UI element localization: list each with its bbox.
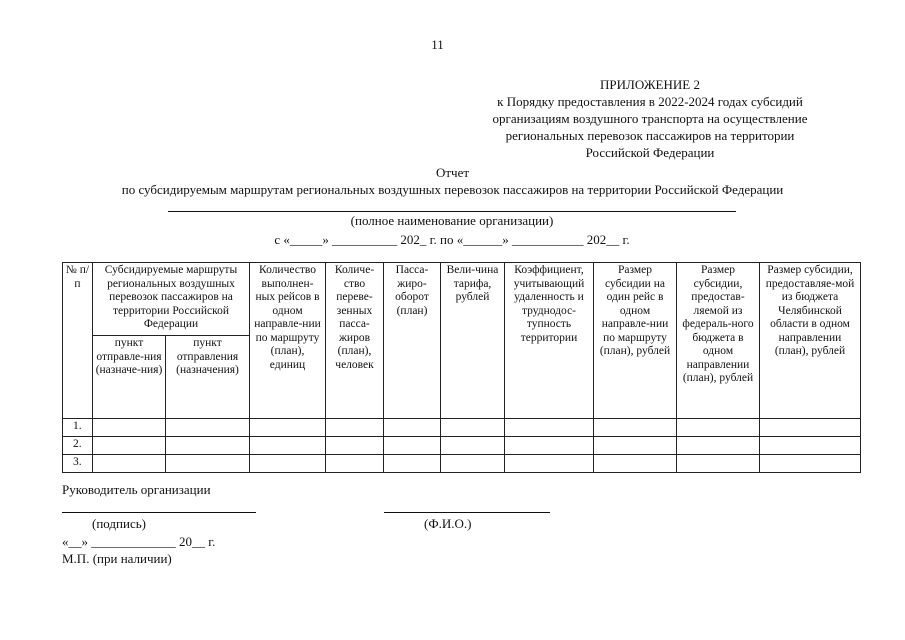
row-number: 1. xyxy=(63,419,93,437)
report-title-block xyxy=(0,164,905,198)
report-period: с «_____» __________ 202_ г. по «______» ___________ 202__ г. xyxy=(274,232,630,247)
signature-label: Руководитель организации xyxy=(62,482,211,497)
page-number: 11 xyxy=(431,37,444,52)
header-passengers: Количе-ство переве-зенных пасса-жиров (план), человек xyxy=(326,263,384,419)
signature-date: «__» _____________ 20__ г. xyxy=(62,534,216,549)
table-row xyxy=(63,455,861,473)
table-cell xyxy=(505,419,594,437)
table-cell xyxy=(384,437,441,455)
table-cell xyxy=(93,455,166,473)
row-number: 2. xyxy=(63,437,93,455)
table-row xyxy=(63,419,861,437)
table-cell xyxy=(250,455,326,473)
table-cell xyxy=(166,437,250,455)
appendix-heading: ПРИЛОЖЕНИЕ 2 xyxy=(600,77,700,92)
table-cell xyxy=(441,455,505,473)
table-cell xyxy=(594,419,677,437)
table-cell xyxy=(441,419,505,437)
table-header-row xyxy=(63,263,861,336)
table-cell xyxy=(250,419,326,437)
table-cell xyxy=(166,455,250,473)
table-cell xyxy=(505,455,594,473)
table-cell xyxy=(677,455,760,473)
appendix-line: организациям воздушного транспорта на осуществление xyxy=(492,111,808,126)
table-cell xyxy=(505,437,594,455)
appendix-block xyxy=(430,76,870,161)
table-cell xyxy=(594,437,677,455)
header-subsidy-regional: Размер субсидии, предоставляе-мой из бюджета Челябинской области в одном направлении (план), рублей xyxy=(760,263,861,419)
report-table xyxy=(62,262,861,473)
header-subsidy-federal: Размер субсидии, предостав-ляемой из федераль-ного бюджета в одном направлении (план), рублей xyxy=(677,263,760,419)
header-coefficient: Коэффициент, учитывающий удаленность и труднодос-тупность территории xyxy=(505,263,594,419)
table-cell xyxy=(760,419,861,437)
name-caption: (Ф.И.О.) xyxy=(424,516,472,531)
header-flights: Количество выполнен-ных рейсов в одном направле-нии по маршруту (план), единиц xyxy=(250,263,326,419)
table-cell xyxy=(326,419,384,437)
signature-caption: (подпись) xyxy=(92,516,146,531)
header-num: № п/п xyxy=(63,263,93,419)
header-turnover: Пасса-жиро-оборот (план) xyxy=(384,263,441,419)
stamp-note: М.П. (при наличии) xyxy=(62,551,172,566)
table-cell xyxy=(441,437,505,455)
appendix-line: Российской Федерации xyxy=(585,145,715,160)
table-cell xyxy=(384,455,441,473)
table-cell xyxy=(250,437,326,455)
header-subsidy-per-flight: Размер субсидии на один рейс в одном направле-нии по маршруту (план), рублей xyxy=(594,263,677,419)
header-route-to: пункт отправления (назначения) xyxy=(166,336,250,419)
signature-line xyxy=(62,512,256,513)
header-routes: Субсидируемые маршруты региональных воздушных перевозок пассажиров на территории Российской Федерации xyxy=(93,263,250,336)
table-cell xyxy=(326,455,384,473)
report-title: Отчет xyxy=(435,165,470,180)
table-cell xyxy=(93,419,166,437)
table-cell xyxy=(677,419,760,437)
table-cell xyxy=(326,437,384,455)
row-number: 3. xyxy=(63,455,93,473)
table-row xyxy=(63,437,861,455)
table-cell xyxy=(677,437,760,455)
table-cell xyxy=(760,437,861,455)
table-cell xyxy=(760,455,861,473)
report-subtitle: по субсидируемым маршрутам региональных воздушных перевозок пассажиров на территории Российской Федерации xyxy=(121,182,784,197)
appendix-line: к Порядку предоставления в 2022-2024 годах субсидий xyxy=(497,94,803,109)
name-line xyxy=(384,512,550,513)
organization-name-caption: (полное наименование организации) xyxy=(350,213,554,228)
organization-name-line xyxy=(168,211,736,212)
table-cell xyxy=(93,437,166,455)
header-tariff: Вели-чина тарифа, рублей xyxy=(441,263,505,419)
table-cell xyxy=(594,455,677,473)
table-cell xyxy=(384,419,441,437)
table-cell xyxy=(166,419,250,437)
header-route-from: пункт отправле-ния (назначе-ния) xyxy=(93,336,166,419)
appendix-line: региональных перевозок пассажиров на территории xyxy=(505,128,795,143)
